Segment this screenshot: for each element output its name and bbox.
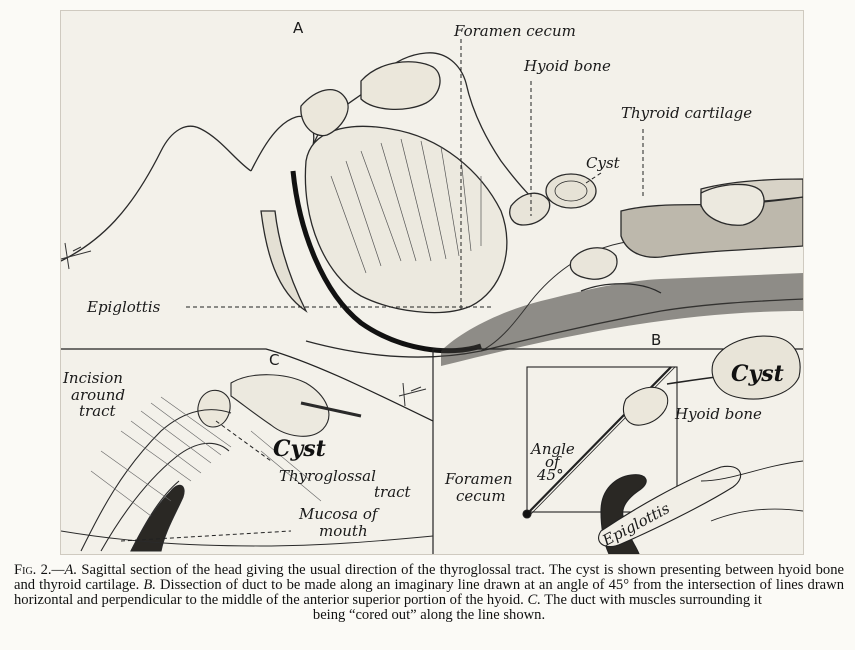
panel-a-letter: A [293,19,304,37]
caption-text-a: Sagittal section of the head giving the usual direction of the thyroglossal tract. The cyst is shown presenting between hyoid bone and thyroid cartilage. [14,562,844,593]
label-angle-3: 45° [537,466,564,484]
figure-caption [14,563,844,623]
label-foramen-b-2: cecum [456,487,506,505]
label-epiglottis-b: Epiglottis [599,499,673,550]
label-angle-2: of [545,453,560,471]
label-hyoid-bone-b: Hyoid bone [675,405,762,423]
label-foramen-b-1: Foramen [445,470,513,488]
label-incision-1: Incision [63,369,123,387]
anatomical-illustration [61,11,803,554]
panel-c-letter: C [269,351,280,369]
panel-b-letter: B [651,331,662,349]
label-thyroglossal-1: Thyroglossal [279,467,376,485]
caption-part-a: —A. [51,562,78,578]
label-mucosa-2: mouth [319,522,368,540]
label-cyst-c: Cyst [273,436,326,462]
caption-last-line: being “cored out” along the line shown. [312,607,546,623]
label-incision-2: around [71,386,126,404]
label-cyst-a: Cyst [586,154,620,172]
caption-part-c: C. [527,592,541,608]
label-foramen-cecum-a: Foramen cecum [454,22,576,40]
panel-a-drawing [61,53,803,366]
figure-plate [60,10,804,555]
caption-text-c: The duct with muscles surrounding it [540,592,762,608]
caption-fig-number: Fig. 2. [14,562,52,578]
caption-part-b: B. [143,577,156,593]
label-mucosa-1: Mucosa of [299,505,378,523]
label-angle-1: Angle [531,440,575,458]
label-epiglottis-a: Epiglottis [87,298,161,316]
label-incision-3: tract [79,402,116,420]
label-hyoid-bone-a: Hyoid bone [524,57,611,75]
label-cyst-b: Cyst [731,361,784,387]
label-thyroid-cartilage: Thyroid cartilage [621,104,753,122]
label-thyroglossal-2: tract [374,483,411,501]
caption-text-b: Dissection of duct to be made along an imaginary line drawn at an angle of 45° from the intersection of lines drawn horizontal and perpendicular to the middle of the anterior superior portion of the hyoid. [14,577,844,608]
